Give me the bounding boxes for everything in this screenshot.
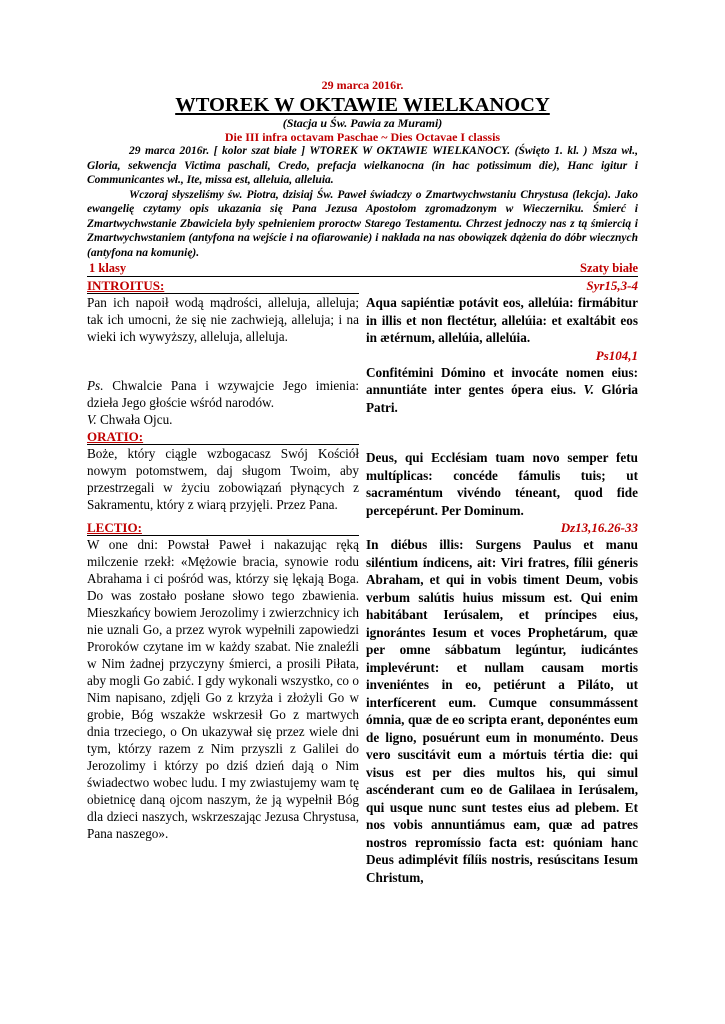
lectio-latin (366, 536, 638, 886)
oratio-latin-text: Deus, qui Ecclésiam tuam novo semper fetu multíplicas: concéde fámulis tuis; ut sacraméntum vivéndo téneant, quod fide percepérunt. Per Dominum. (366, 450, 638, 518)
lectio-polish-text: W one dni: Powstał Paweł i nakazując ręką milczenie rzekł: «Mężowie bracia, synowie rodu Abrahama i ci pośród was, którzy się lękają Boga. Do was zostało posłane słowo tego zbawienia. Mieszkańcy bowiem Jerozolimy i zwierzchnicy ich nie uznali Go, a przez wyrok wypełnili zapowiedzi Proroków czytane im w każdy szabat. Nie znaleźli w Nim żadnej przyczyny śmierci, a prosili Piłata, aby mogli Go zabić. I gdy wykonali wszystko, co o Nim napisano, zdjęli Go z krzyża i złożyli Go w grobie, Bóg wszakże wskrzesił Go z martwych dnia trzeciego, o On ukazywał się przez wiele dni tym, którzy razem z Nim przyszli z Galilei do Jerozolimy i którzy po dziś dzień dają o Nim świadectwo wobec ludu. I my zwiastujemy wam tę obietnicę daną ojcom naszym, że ją wypełnił Bóg dla dzieci naszych, wskrzeszając Jezusa Chrystusa, Pana naszego». (87, 537, 359, 841)
psalm-polish-body: Chwalcie Pana i wzywajcie Jego imienia: dzieła Jego głoście wśród narodów. (87, 378, 359, 410)
intro-text (87, 144, 638, 260)
lectio-latin-text: In diébus illis: Surgens Paulus et manu siléntium índicens, ait: Viri fratres, fílii géneris Abraham, et qui in vobis timent Deum, vobis verbum salútis huius missum est. Qui enim habitábant Ierúsalem, et príncipes eius, ignorántes Iesum et voces Prophetárum, quæ per omne sábbatum legúntur, iudicántes implevérunt: et nullam causam mortis inveniéntes in eo, petiérunt a Piláto, ut interfícerent eum. Cumque consummássent ómnia, quæ de eo scripta erant, deponéntes eum de ligno, posuérunt eum in monuménto. Deus vero suscitávit eum a mórtuis tértia die: qui visus est per dies multos his, qui simul ascénderant cum eo de Galilaea in Ierúsalem, qui usque nunc sunt testes eius ad plebem. Et nos vobis annuntiámus eam, quæ ad patres nostros repromíssio facta est: quóniam hanc Deus adimplévit fílíis nostris, resúscitans Iesum Christum, (366, 537, 638, 885)
oratio-row (87, 445, 638, 519)
octave-subtitle: Die III infra octavam Paschae ~ Dies Octavae I classis (224, 130, 501, 144)
oratio-polish (87, 445, 359, 519)
introitus-header (87, 278, 638, 294)
psalm-latin-body: Confitémini Dómino et invocáte nomen eius: annuntiáte inter gentes ópera eius. (366, 364, 638, 397)
introitus-row (87, 294, 638, 428)
page-title: WTOREK W OKTAWIE WIELKANOCY (175, 94, 550, 116)
oratio-label: ORATIO: (87, 429, 359, 445)
psalm-polish-text (87, 377, 359, 428)
psalm-latin-gloria: Glória Patri. (366, 382, 638, 415)
oratio-polish-text: Boże, który ciągle wzbogacasz Swój Kościół nowym potomstwem, daj sługom Twoim, aby przestrzegali w życiu zobowiązań płynących z Sakramentu, który z wiarą przyjęli. Przez Pana. (87, 446, 359, 512)
lectio-polish (87, 536, 359, 886)
class-row (87, 261, 638, 277)
class-label: 1 klasy (89, 261, 127, 275)
psalm-polish-gloria: Chwała Ojcu. (96, 412, 173, 427)
psalm-latin-text (366, 364, 638, 417)
lectio-row (87, 536, 638, 886)
psalm-latin-versicle: V. (583, 382, 594, 397)
introitus-latin (366, 294, 638, 428)
psalm-reference: Ps104,1 (595, 347, 638, 363)
introitus-label: INTROITUS: (87, 278, 359, 294)
intro-paragraph-2: Wczoraj słyszeliśmy św. Piotra, dzisiaj Św. Paweł świadczy o Zmartwychwstaniu Chrystusa (lekcja). Jako ewangelię czytamy opis ukazania się Pana Jezusa Apostołom zgromadzonym w Wieczerniku. Śmierć i Zmartwychwstanie Zbawiciela były spełnieniem proroctw Starego Testamentu. Chrzest jednoczy nas z tą śmiercią i Zmartwychwstaniem (antyfona na wejście i na ofiarowanie) i nakłada na nas obowiązek dążenia do dóbr wiecznych (antyfona na komunię). (87, 188, 638, 259)
introitus-polish-text: Pan ich napoił wodą mądrości, alleluja, alleluja; tak ich umocni, że się nie zachwieją, alleluja; i na wieki ich wywyższy, alleluja, alleluja. (87, 295, 359, 344)
introitus-polish (87, 294, 359, 428)
lectio-reference: Dz13,16.26-33 (560, 520, 638, 535)
oratio-header (87, 429, 638, 445)
station-subtitle: (Stacja u Św. Pawia za Murami) (282, 116, 443, 130)
vestment-color-label: Szaty białe (580, 261, 638, 275)
oratio-latin (366, 445, 638, 519)
mass-proper-page (87, 78, 638, 886)
psalm-polish-prefix: Ps. (87, 378, 104, 393)
intro-paragraph-1: 29 marca 2016r. [ kolor szat białe ] WTOREK W OKTAWIE WIELKANOCY. (Święto 1. kl. ) Msza wł., Gloria, sekwencja Victima paschali, Credo, prefacja wielkanocna (in hac potissimum die), Hanc igitur i Communicantes wł., Ite, missa est, alleluia, alleluia. (87, 145, 638, 186)
introitus-latin-text: Aqua sapiéntiæ potávit eos, allelúia: firmábitur in illis et non flectétur, allelúia: et exaltábit eos in ætérnum, allelúia, allelúia. (366, 295, 638, 345)
lectio-label: LECTIO: (87, 520, 359, 536)
header-date: 29 marca 2016r. (321, 78, 404, 92)
lectio-header (87, 520, 638, 536)
psalm-polish-versicle: V. (87, 412, 97, 427)
introitus-reference: Syr15,3-4 (586, 278, 638, 293)
